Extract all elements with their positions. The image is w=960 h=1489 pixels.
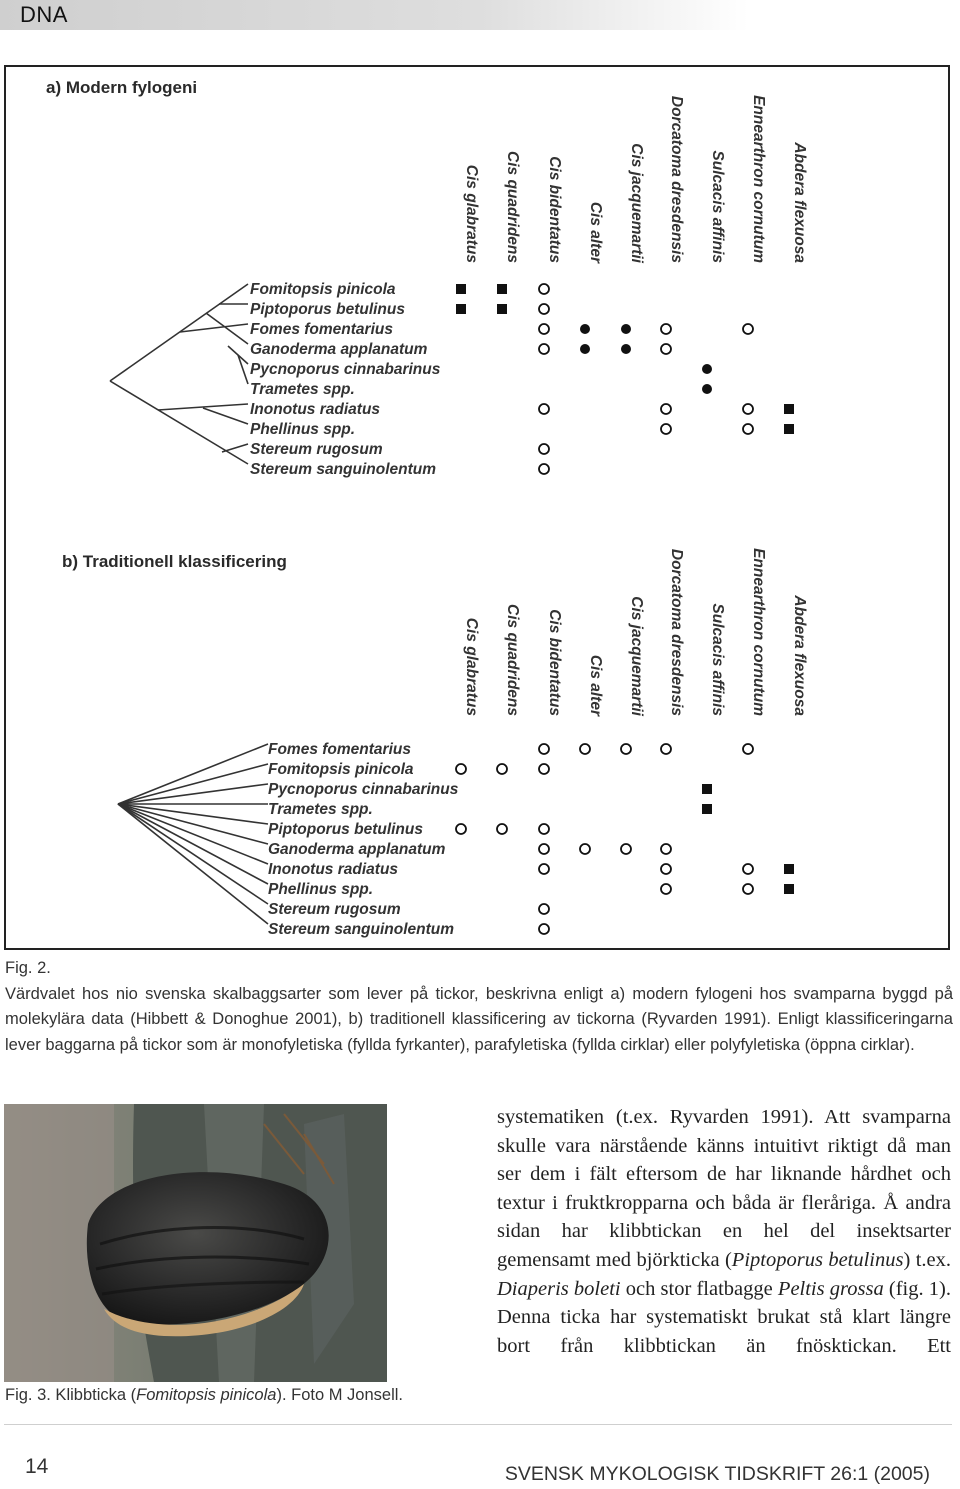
host-label: Stereum rugosum (250, 441, 383, 458)
beetle-label: Cis glabratus (463, 617, 480, 716)
open-circle-mark (497, 764, 507, 774)
panel-b-host-labels (268, 741, 459, 938)
host-label: Trametes spp. (268, 801, 373, 818)
filled-square-mark (497, 284, 507, 294)
filled-square-mark (702, 804, 712, 814)
host-label: Ganoderma applanatum (268, 841, 446, 858)
beetle-label: Cis quadridens (504, 604, 521, 716)
figure-2 (4, 65, 950, 950)
filled-square-mark (702, 784, 712, 794)
host-label: Stereum sanguinolentum (250, 461, 437, 478)
host-label: Fomes fomentarius (250, 321, 393, 338)
host-label: Stereum sanguinolentum (268, 921, 455, 938)
page-number: 14 (25, 1455, 49, 1478)
beetle-label: Sulcacis affinis (709, 150, 726, 263)
beetle-label: Cis quadridens (504, 151, 521, 263)
filled-square-mark (497, 304, 507, 314)
host-label: Piptoporus betulinus (268, 821, 423, 838)
panel-a-beetle-labels (463, 95, 808, 264)
filled-circle-mark (621, 344, 631, 354)
open-circle-mark (661, 884, 671, 894)
beetle-label: Cis glabratus (463, 164, 480, 263)
beetle-label: Ennearthron cornutum (750, 95, 767, 263)
host-label: Pycnoporus cinnabarinus (268, 781, 459, 798)
panel-b-matrix (456, 744, 794, 934)
figure-2-caption (5, 956, 953, 1058)
photo-caption-suffix: ). Foto M Jonsell. (276, 1386, 403, 1404)
journal-title: SVENSK MYKOLOGISK TIDSKRIFT 26:1 (2005) (504, 1463, 930, 1485)
open-circle-mark (539, 304, 549, 314)
open-circle-mark (661, 844, 671, 854)
open-circle-mark (539, 404, 549, 414)
open-circle-mark (539, 924, 549, 934)
panel-a-matrix (456, 284, 794, 474)
header-bar (0, 0, 960, 30)
caption-text: Värdvalet hos nio svenska skalbaggsarter som lever på tickor, beskrivna enligt a) modern fylogeni hos svamparna byggd på molekylära data (Hibbett & Donoghue 2001), b) traditionell klassificering av tickorna (Ryvarden 1991). Enligt klassificeringarna lever baggarna på tickor som är monofyletiska (fyllda fyrkanter), parafyletiska (fyllda cirklar) eller polyfyletiska (öppna cirklar). (5, 984, 953, 1054)
body-text-part: och stor flatbagge (620, 1277, 778, 1300)
open-circle-mark (743, 324, 753, 334)
open-circle-mark (661, 744, 671, 754)
panel-a-tree (110, 284, 248, 464)
photo-caption-prefix: Fig. 3. Klibbticka ( (5, 1386, 137, 1404)
host-label: Pycnoporus cinnabarinus (250, 361, 441, 378)
open-circle-mark (743, 424, 753, 434)
caption-label: Fig. 2. (5, 959, 51, 977)
article-body-text (497, 1103, 951, 1360)
host-label: Fomes fomentarius (268, 741, 411, 758)
host-label: Ganoderma applanatum (250, 341, 428, 358)
open-circle-mark (743, 744, 753, 754)
beetle-label: Dorcatoma dresdensis (668, 95, 685, 263)
open-circle-mark (539, 744, 549, 754)
body-text-part: systematiken (t.ex. Ryvarden 1991). Att svamparna skulle vara närstående känns intuitivt riktigt då man ser dem i fält eftersom de har liknande hårdhet och textur i fruktkropparna och båda är fleråriga. Å andra sidan har klibbtickan en hel del insektsarter gemensamt med björkticka ( (497, 1106, 951, 1271)
host-label: Phellinus spp. (268, 881, 374, 898)
open-circle-mark (661, 324, 671, 334)
photo-caption-species: Fomitopsis pinicola (136, 1386, 277, 1404)
beetle-label: Cis alter (587, 654, 604, 716)
beetle-label: Abdera flexuosa (791, 142, 808, 263)
open-circle-mark (539, 444, 549, 454)
filled-square-mark (784, 424, 794, 434)
beetle-label: Ennearthron cornutum (750, 548, 767, 716)
filled-circle-mark (702, 364, 712, 374)
open-circle-mark (456, 764, 466, 774)
photo-caption (5, 1386, 403, 1405)
open-circle-mark (661, 424, 671, 434)
beetle-label: Dorcatoma dresdensis (668, 548, 685, 716)
open-circle-mark (621, 744, 631, 754)
host-label: Fomitopsis pinicola (268, 761, 414, 778)
open-circle-mark (743, 864, 753, 874)
open-circle-mark (539, 904, 549, 914)
filled-square-mark (456, 284, 466, 294)
filled-circle-mark (621, 324, 631, 334)
filled-square-mark (456, 304, 466, 314)
filled-square-mark (784, 404, 794, 414)
filled-circle-mark (702, 384, 712, 394)
panel-b-tree (118, 744, 268, 924)
open-circle-mark (743, 404, 753, 414)
beetle-label: Cis bidentatus (546, 156, 563, 263)
open-circle-mark (539, 764, 549, 774)
section-title: DNA (20, 2, 68, 27)
open-circle-mark (621, 844, 631, 854)
open-circle-mark (539, 464, 549, 474)
fungus-photo-illustration (4, 1104, 387, 1382)
filled-square-mark (784, 864, 794, 874)
footer-divider (4, 1424, 952, 1425)
panel-a-host-labels (250, 281, 441, 478)
open-circle-mark (539, 344, 549, 354)
body-species-name: Peltis grossa (777, 1277, 884, 1300)
open-circle-mark (661, 404, 671, 414)
open-circle-mark (456, 824, 466, 834)
filled-square-mark (784, 884, 794, 894)
filled-circle-mark (580, 324, 590, 334)
body-species-name: Diaperis boleti (497, 1277, 621, 1300)
body-text-part: (fig. 1). Denna ticka har systematiskt brukat stå klart längre bort från klibbtickan än fnösktickan. Ett (497, 1277, 951, 1357)
host-label: Phellinus spp. (250, 421, 356, 438)
open-circle-mark (743, 884, 753, 894)
beetle-label: Cis bidentatus (546, 609, 563, 716)
host-label: Stereum rugosum (268, 901, 401, 918)
panel-b-title: b) Traditionell klassificering (62, 552, 287, 571)
photo-klibbticka (4, 1104, 387, 1382)
host-label: Trametes spp. (250, 381, 355, 398)
beetle-label: Abdera flexuosa (791, 595, 808, 716)
figure-2-diagram (6, 67, 948, 948)
open-circle-mark (539, 864, 549, 874)
open-circle-mark (661, 864, 671, 874)
beetle-label: Cis jacquemartii (628, 143, 645, 263)
host-label: Piptoporus betulinus (250, 301, 405, 318)
open-circle-mark (580, 744, 590, 754)
open-circle-mark (580, 844, 590, 854)
beetle-label: Sulcacis affinis (709, 603, 726, 716)
body-text-part: ) t.ex. (903, 1248, 952, 1271)
open-circle-mark (497, 824, 507, 834)
body-species-name: Piptoporus betulinus (731, 1248, 904, 1271)
open-circle-mark (539, 324, 549, 334)
open-circle-mark (539, 824, 549, 834)
open-circle-mark (661, 344, 671, 354)
host-label: Inonotus radiatus (268, 861, 399, 878)
beetle-label: Cis alter (587, 201, 604, 263)
open-circle-mark (539, 844, 549, 854)
filled-circle-mark (580, 344, 590, 354)
open-circle-mark (539, 284, 549, 294)
panel-a-title: a) Modern fylogeni (46, 78, 198, 97)
panel-b-beetle-labels (463, 548, 808, 717)
beetle-label: Cis jacquemartii (628, 596, 645, 716)
host-label: Inonotus radiatus (250, 401, 381, 418)
host-label: Fomitopsis pinicola (250, 281, 396, 298)
